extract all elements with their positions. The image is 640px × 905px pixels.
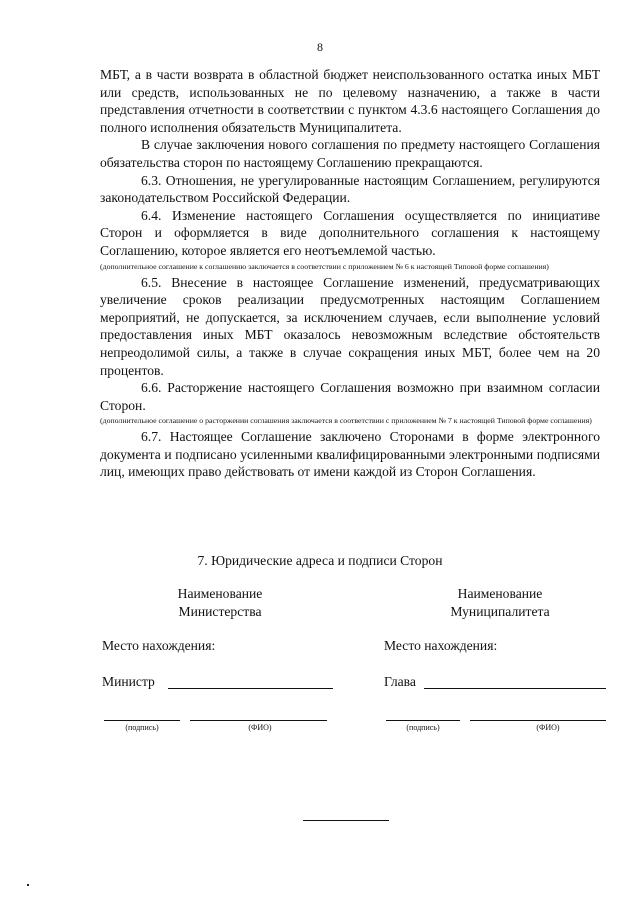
paragraph: В случае заключения нового соглашения по предмету настоящего Соглашения обязательства сторон по настоящему Соглашению прекращаются.: [100, 137, 600, 170]
ministry-location-label: Место нахождения:: [102, 638, 216, 653]
municipality-name-line2: Муниципалитета: [450, 603, 550, 619]
clause-6-7: 6.7. Настоящее Соглашение заключено Сторонами в форме электронного документа и подписано усиленными квалифицированными электронными подписями лиц, имеющих право действовать от имени каждой из Сторон Соглашения.: [100, 429, 600, 480]
ministry-signature-line: [168, 688, 333, 689]
municipality-name-line1: Наименование: [457, 586, 543, 601]
clause-6-4: 6.4. Изменение настоящего Соглашения осуществляется по инициативе Сторон и оформляется в виде дополнительного соглашения к настоящему Соглашению, которое является его неотъемлемой частью.: [100, 207, 600, 258]
clause-6-6: 6.6. Расторжение настоящего Соглашения возможно при взаимном согласии Сторон.: [100, 380, 600, 413]
ministry-sign-line: [104, 720, 180, 721]
ministry-sign-caption: (подпись): [125, 723, 159, 732]
municipality-name-block: [410, 585, 590, 620]
municipality-location-label: Место нахождения:: [384, 638, 498, 653]
footnote-6-4: (дополнительное соглашение к соглашению заключается в соответствии с приложением № 6 к настоящей Типовой форме соглашения): [100, 261, 549, 271]
paragraph: МБТ, а в части возврата в областной бюджет неиспользованного остатка иных МБТ или средств, использованных не по целевому назначению, а также в части представления отчетности в соответствии с пунктом 4.3.6 настоящего Соглашения до полного исполнения обязательств Муниципалитета.: [100, 67, 600, 135]
municipality-fio-line: [470, 720, 606, 721]
scan-speck: [27, 884, 29, 886]
footnote-6-6: (дополнительное соглашение о расторжении соглашения заключается в соответствии с приложением № 7 к настоящей Типовой форме соглашения): [100, 416, 592, 426]
ministry-name-block: [130, 585, 310, 620]
clause-6-5: 6.5. Внесение в настоящее Соглашение изменений, предусматривающих увеличение сроков реализации предусмотренных настоящим Соглашением мероприятий, не допускается, за исключением случаев, если выполнение условий предоставления иных МБТ оказалось невозможным вследствие обстоятельств непреодолимой силы, а также в случае сокращения иных МБТ, более чем на 20 процентов.: [100, 274, 600, 378]
municipality-signature-line: [424, 688, 606, 689]
end-divider: [303, 820, 389, 821]
ministry-fio-caption: (ФИО): [248, 723, 272, 732]
municipality-sign-line: [386, 720, 460, 721]
municipality-fio-caption: (ФИО): [536, 723, 560, 732]
municipality-sign-caption: (подпись): [406, 723, 440, 732]
ministry-name-line2: Министерства: [178, 603, 262, 619]
ministry-name-line1: Наименование: [177, 586, 263, 601]
document-body: [100, 66, 600, 481]
ministry-role-label: Министр: [102, 674, 155, 689]
municipality-role-label: Глава: [384, 674, 416, 689]
section-title: 7. Юридические адреса и подписи Сторон: [197, 553, 443, 568]
page-number: 8: [317, 40, 323, 54]
ministry-fio-line: [190, 720, 327, 721]
clause-6-3: 6.3. Отношения, не урегулированные настоящим Соглашением, регулируются законодательством Российской Федерации.: [100, 172, 600, 206]
